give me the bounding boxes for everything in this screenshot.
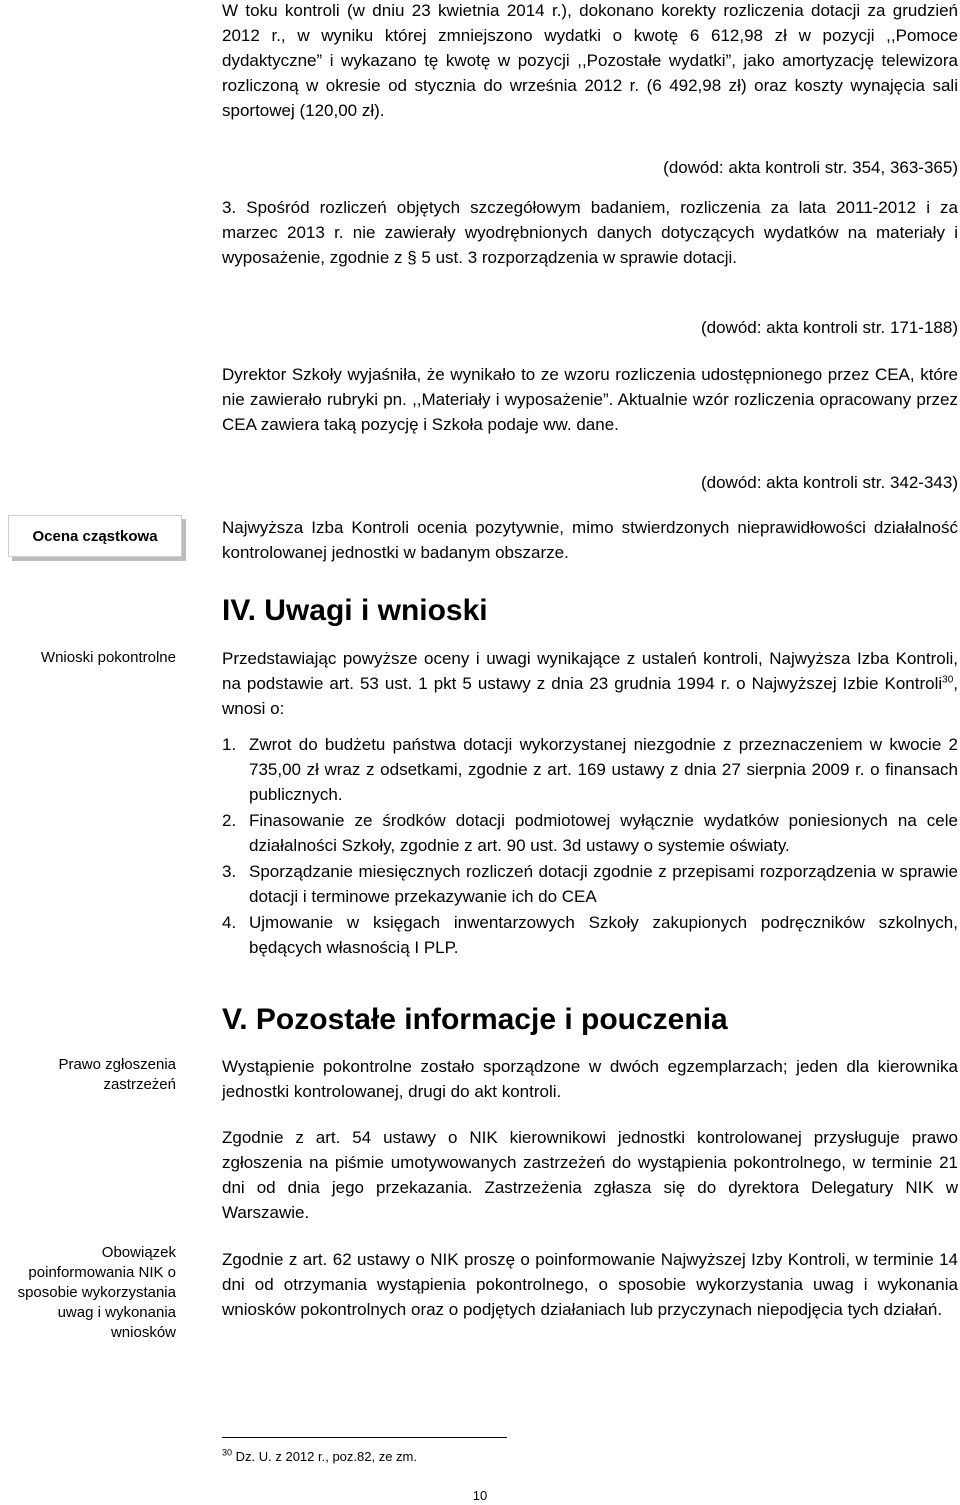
paragraph-zastrzezenia: Zgodnie z art. 54 ustawy o NIK kierownikowi jednostki kontrolowanej przysługuje prawo zgłoszenia na piśmie umotywowanych zastrzeżeń do wystąpienia pokontrolnego, w terminie 21 dni od dnia jego przekazania. Zastrzeżenia zgłasza się do dyrektora Delegatury NIK w Warszawie. — [222, 1128, 958, 1222]
list-item — [222, 859, 958, 909]
paragraph-point-3: 3. Spośród rozliczeń objętych szczegółowym badaniem, rozliczenia za lata 2011-2012 i za marzec 2013 r. nie zawierały wyodrębnionych danych dotyczących wydatków na materiały i wyposażenie, zgodnie z § 5 ust. 3 rozporządzenia w sprawie dotacji. — [222, 198, 958, 267]
list-item-number: 3. — [222, 862, 237, 881]
list-item — [222, 910, 958, 960]
paragraph-wyjasnienie: Dyrektor Szkoły wyjaśniła, że wynikało to ze wzoru rozliczenia udostępnionego przez CEA, które nie zawierało rubryki pn. ,,Materiały i wyposażenie”. Aktualnie wzór rozliczenia opracowany przez CEA zawiera taką pozycję i Szkoła podaje ww. dane. — [222, 365, 958, 434]
list-item-number: 2. — [222, 811, 237, 830]
footnote-number: 30 — [222, 1447, 233, 1458]
heading-section-iv: IV. Uwagi i wnioski — [222, 594, 488, 627]
list-item-text: Finasowanie ze środków dotacji podmiotowej wyłącznie wydatków poniesionych na cele działalności Szkoły, zgodnie z art. 90 ust. 3d ustawy o systemie oświaty. — [249, 811, 958, 855]
sidebar-ocena-box — [8, 515, 182, 557]
sidebar-prawo-label: Prawo zgłoszenia zastrzeżeń — [58, 1056, 176, 1093]
paragraph-egzemplarze: Wystąpienie pokontrolne zostało sporządzone w dwóch egzemplarzach; jeden dla kierownika jednostki kontrolowanej, drugi do akt kontroli. — [222, 1057, 958, 1101]
sidebar-ocena-label: Ocena cząstkowa — [32, 527, 158, 545]
list-item-text: Zwrot do budżetu państwa dotacji wykorzystanej niezgodnie z przeznaczeniem w kwocie 2 735,00 zł wraz z odsetkami, zgodnie z art. 169 ustawy z dnia 27 sierpnia 2009 r. o finansach publicznych. — [249, 735, 958, 804]
paragraph-wnosi-text: Przedstawiając powyższe oceny i uwagi wynikające z ustaleń kontroli, Najwyższa Izba Kontroli, na podstawie art. 53 ust. 1 pkt 5 ustawy z dnia 23 grudnia 1994 r. o Najwyższej Izbie Kontroli — [222, 649, 958, 693]
evidence-note-1: (dowód: akta kontroli str. 354, 363-365) — [663, 158, 958, 177]
evidence-note-3: (dowód: akta kontroli str. 342-343) — [700, 473, 958, 492]
footnote — [222, 1449, 417, 1464]
list-item-text: Sporządzanie miesięcznych rozliczeń dotacji zgodnie z przepisami rozporządzenia w sprawie dotacji i terminowe przekazywanie ich do CEA — [249, 862, 958, 906]
list-item — [222, 808, 958, 858]
paragraph-wnosi — [222, 646, 958, 721]
list-item — [222, 732, 958, 807]
footnote-text: Dz. U. z 2012 r., poz.82, ze zm. — [232, 1449, 417, 1464]
page-number: 10 — [472, 1488, 488, 1503]
heading-section-v: V. Pozostałe informacje i pouczenia — [222, 1003, 728, 1036]
sidebar-wnioski-label: Wnioski pokontrolne — [40, 649, 176, 666]
paragraph-ocena: Najwyższa Izba Kontroli ocenia pozytywnie, mimo stwierdzonych nieprawidłowości działalność kontrolowanej jednostki w badanym obszarze. — [222, 518, 958, 562]
list-item-text: Ujmowanie w księgach inwentarzowych Szkoły zakupionych podręczników szkolnych, będących własnością I PLP. — [249, 913, 958, 957]
paragraph-korekta: W toku kontroli (w dniu 23 kwietnia 2014 r.), dokonano korekty rozliczenia dotacji za grudzień 2012 r., w wyniku której zmniejszono wydatki o kwotę 6 612,98 zł w pozycji ,,Pomoce dydaktyczne” i wykazano tę kwotę w pozycji ,,Pozostałe wydatki”, jako amortyzację telewizora rozliczoną w okresie od stycznia do września 2012 r. (6 492,98 zł) oraz koszty wynajęcia sali sportowej (120,00 zł). — [222, 1, 958, 120]
sidebar-obowiazek-label: Obowiązek poinformowania NIK o sposobie wykorzystania uwag i wykonania wniosków — [17, 1244, 176, 1341]
list-item-number: 1. — [222, 735, 237, 754]
footnote-ref: 30 — [942, 674, 954, 686]
paragraph-wnosi-end: , wnosi o: — [222, 674, 958, 718]
evidence-note-2: (dowód: akta kontroli str. 171-188) — [700, 318, 958, 337]
list-item-number: 4. — [222, 913, 237, 932]
paragraph-poinformowanie: Zgodnie z art. 62 ustawy o NIK proszę o poinformowanie Najwyższej Izby Kontroli, w terminie 14 dni od otrzymania wystąpienia pokontrolnego, o sposobie wykorzystania uwag i wykonania wniosków pokontrolnych oraz o podjętych działaniach lub przyczynach niepodjęcia tych działań. — [222, 1250, 958, 1319]
footnote-separator — [222, 1437, 507, 1438]
recommendations-list — [222, 732, 958, 960]
